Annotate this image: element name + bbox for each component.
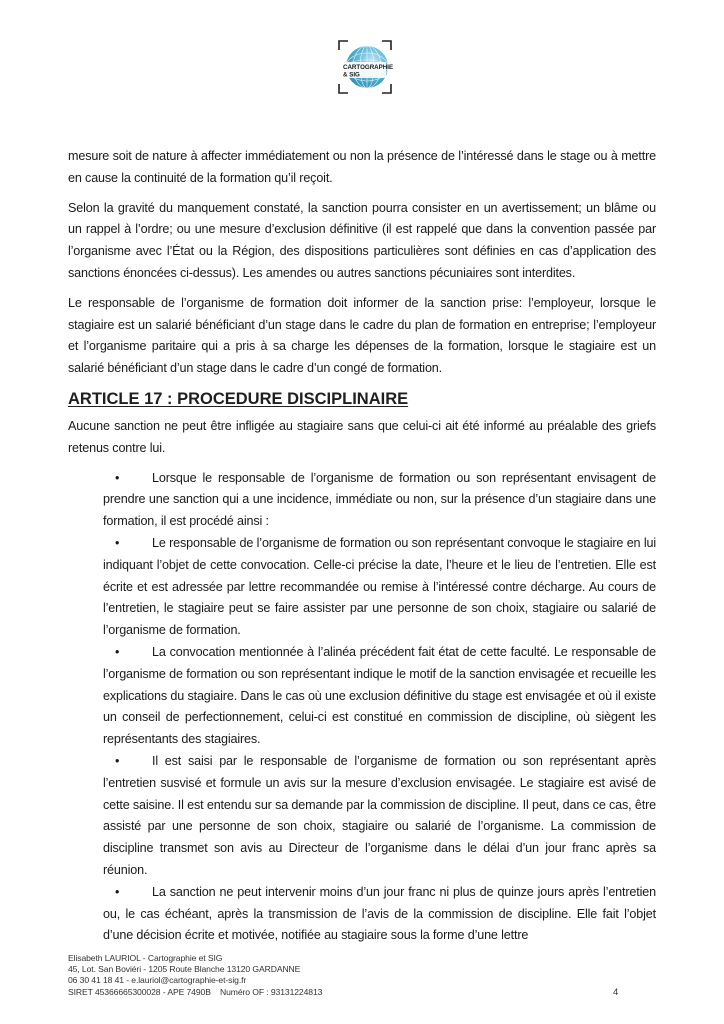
list-item	[103, 533, 656, 642]
list-item-text: Lorsque le responsable de l’organisme de formation ou son représentant envisagent de prendre une sanction qui a une incidence, immédiate ou non, sur la présence d’un stagiaire dans une formation, il est procédé ainsi :	[103, 470, 656, 529]
bullet-icon: •	[115, 644, 120, 659]
list-item-text: Il est saisi par le responsable de l’organisme de formation ou son représentant après l’entretien susvisé et formule un avis sur la mesure d’exclusion envisagée. Le stagiaire est avisé de cette saisine. Il est entendu sur sa demande par la commission de discipline. Il peut, dans ce cas, être assisté par une personne de son choix, stagiaire ou salarié de l’organisme. La commission de discipline transmet son avis au Directeur de l’organisme dans le délai d’un jour franc après sa réunion.	[103, 753, 656, 877]
paragraph-inform-employer: Le responsable de l’organisme de formation doit informer de la sanction prise: l’employeur, lorsque le stagiaire est un salarié bénéficiant d’un stage dans le cadre du plan de formation en entreprise; l’employeur et l’organisme paritaire qui a pris à sa charge les dépenses de la formation, lorsque le stagiaire est un salarié bénéficiant d’un stage dans le cadre d’un congé de formation.	[68, 295, 656, 376]
list-item-text: Le responsable de l’organisme de formation ou son représentant convoque le stagiaire en lui indiquant l’objet de cette convocation. Celle-ci précise la date, l’heure et le lieu de l’entretien. Elle est écrite et est adressée par lettre recommandée ou remise à l’intéressé contre décharge. Au cours de l’entretien, le stagiaire peut se faire assister par une personne de son choix, stagiaire ou salarié de l’organisme de formation.	[103, 535, 656, 638]
frame-corner-br	[382, 84, 391, 93]
list-item	[103, 468, 656, 533]
list-item-text: La convocation mentionnée à l’alinéa précédent fait état de cette faculté. Le responsable de l’organisme de formation ou son représentant indique le motif de la sanction envisagée et recueille les explications du stagiaire. Dans le cas où une exclusion définitive du stage est envisagée et où il existe un conseil de perfectionnement, celui-ci est constitué en commission de discipline, où siègent les représentants des stagiaires.	[103, 644, 656, 747]
frame-corner-tr	[382, 41, 391, 50]
document-body	[68, 146, 656, 947]
frame-corner-tl	[339, 41, 348, 50]
list-item-text: La sanction ne peut intervenir moins d’un jour franc ni plus de quinze jours après l’entretien ou, le cas échéant, après la transmission de l’avis de la commission de discipline. Elle fait l’objet d’une décision écrite et motivée, notifiée au stagiaire sous la forme d’une lettre	[103, 884, 656, 943]
bullet-icon: •	[115, 884, 120, 899]
bullet-icon: •	[115, 753, 120, 768]
paragraph-sanctions: Selon la gravité du manquement constaté, la sanction pourra consister en un avertissement; un blâme ou un rappel à l’ordre; ou une mesure d’exclusion définitive (il est rappelé que dans la convention passée par l’organisme avec l’État ou la Région, des dispositions particulières sont définies en cas d’application des sanctions énoncées ci-dessus). Les amendes ou autres sanctions pécuniaires sont interdites.	[68, 200, 656, 280]
company-logo	[336, 38, 394, 96]
footer-address: 45, Lot. San Boviéri - 1205 Route Blanche 13120 GARDANNE	[68, 964, 301, 975]
article-17-heading: ARTICLE 17 : PROCEDURE DISCIPLINAIRE	[68, 389, 409, 408]
page-footer	[68, 953, 322, 998]
footer-contact: 06 30 41 18 41 - e.lauriol@cartographie-et-sig.fr	[68, 975, 247, 986]
logo-text-line2: & SIG	[343, 71, 360, 79]
page-number: 4	[613, 987, 619, 998]
article-intro: Aucune sanction ne peut être infligée au stagiaire sans que celui-ci ait été informé au préalable des griefs retenus contre lui.	[68, 418, 656, 455]
logo-text-line1: CARTOGRAPHIE	[343, 64, 394, 71]
frame-corner-bl	[339, 84, 348, 93]
globe-grid-icon	[336, 38, 394, 96]
bullet-icon: •	[115, 535, 120, 550]
bullet-icon: •	[115, 470, 120, 485]
list-item	[103, 642, 656, 751]
list-item	[103, 882, 656, 947]
footer-company-name: Elisabeth LAURIOL - Cartographie et SIG	[68, 953, 223, 963]
procedure-list	[68, 468, 656, 948]
list-item	[103, 751, 656, 882]
footer-registration: SIRET 45366665300028 - APE 7490B Numéro OF : 93131224813	[68, 986, 323, 997]
paragraph-continuation: mesure soit de nature à affecter immédiatement ou non la présence de l’intéressé dans le stage ou à mettre en cause la continuité de la formation qu’il reçoit.	[68, 149, 656, 185]
